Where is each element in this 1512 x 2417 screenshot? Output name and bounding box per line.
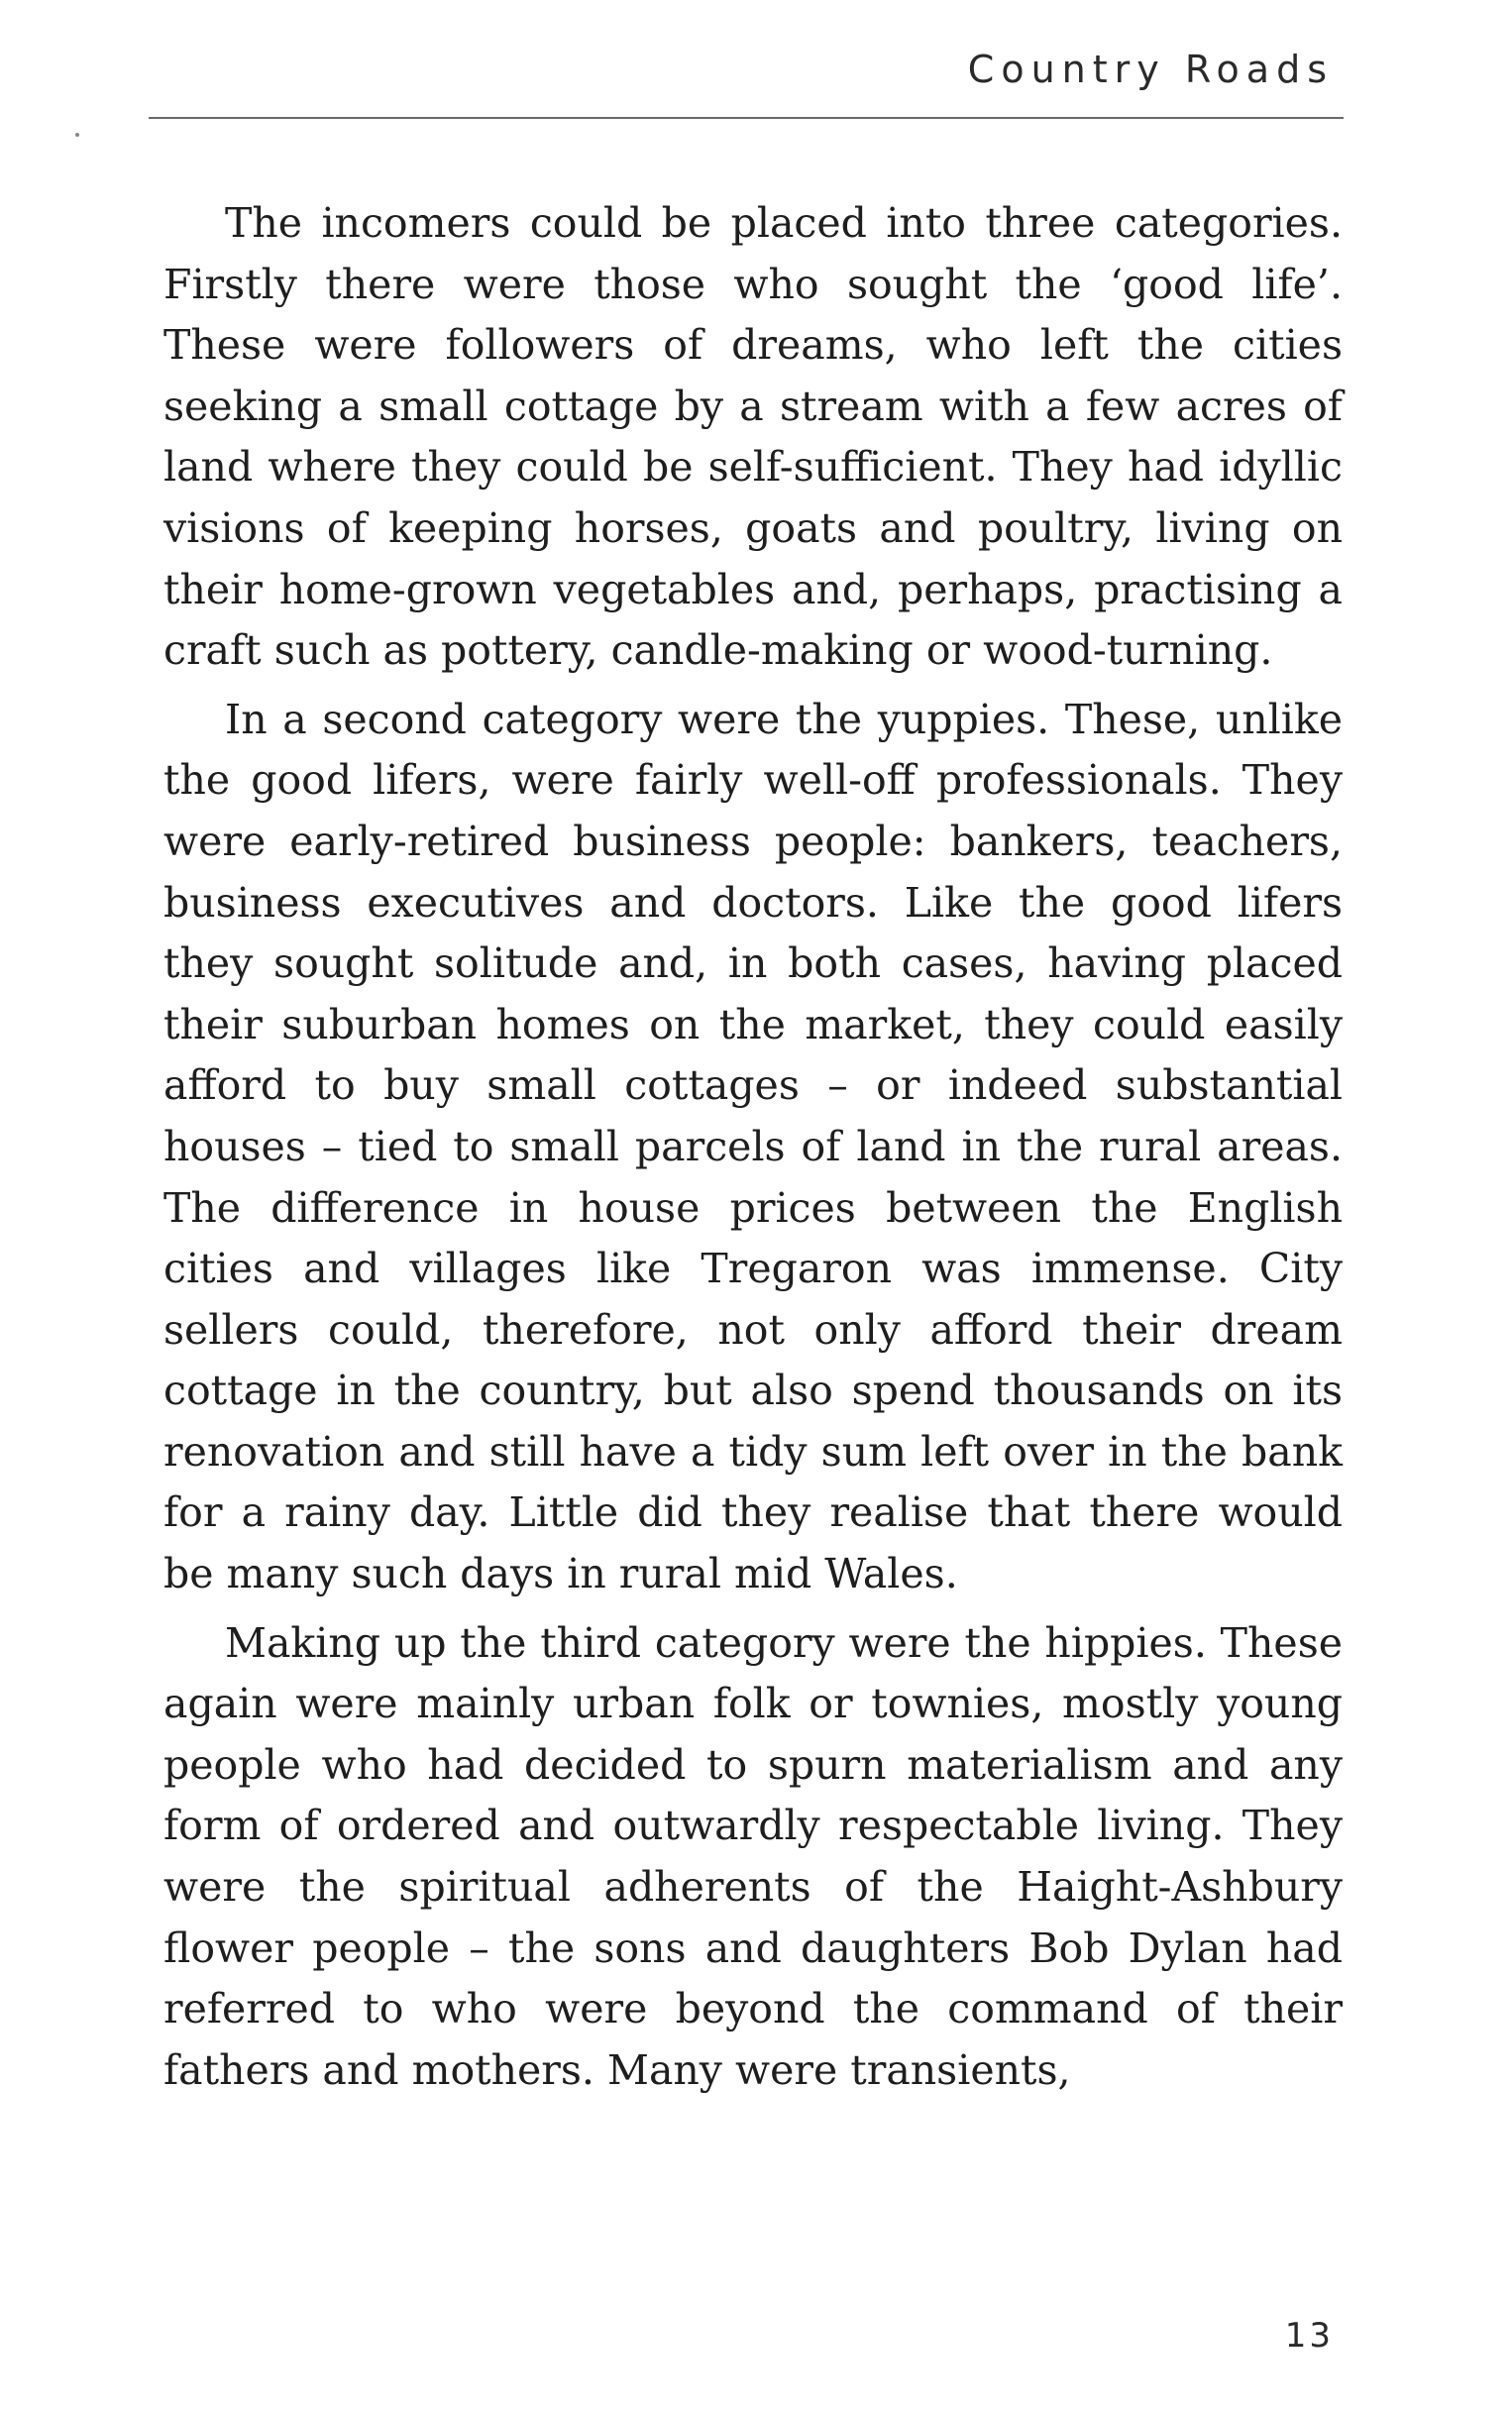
- header-rule: [149, 117, 1344, 119]
- paragraph-yuppies: In a second category were the yuppies. These, unlike the good lifers, were fairly well-off professionals. They were early-retired business people: bankers, teachers, business executives and doctors. Like the good lifers they sought solitude and, in both cases, having placed their suburban homes on the market, they could easily afford to buy small cottages – or indeed substantial houses – tied to small parcels of land in the rural areas. The difference in house prices between the English cities and villages like Tregaron was immense. City sellers could, therefore, not only afford their dream cottage in the country, but also spend thousands on its renovation and still have a tidy sum left over in the bank for a rainy day. Little did they realise that there would be many such days in rural mid Wales.: [163, 695, 1343, 1598]
- running-head-title: Country Roads: [967, 48, 1334, 91]
- paragraph-incomers: The incomers could be placed into three categories. Firstly there were those who sought the ‘good life’. These were followers of dreams, who left the cities seeking a small cottage by a stream with a few acres of land where they could be self-sufficient. They had idyllic visions of keeping horses, goats and poultry, living on their home-grown vegetables and, perhaps, practising a craft such as pottery, candle-making or wood-turning.: [163, 199, 1343, 675]
- scan-speck: [75, 133, 79, 137]
- body-text: [163, 193, 1343, 2101]
- page-number: 13: [1284, 2316, 1334, 2356]
- paragraph-hippies: Making up the third category were the hippies. These again were mainly urban folk or townies, mostly young people who had decided to spurn materialism and any form of ordered and outwardly respectable living. They were the spiritual adherents of the Haight-Ashbury flower people – the sons and daughters Bob Dylan had referred to who were beyond the command of their fathers and mothers. Many were transients,: [163, 1618, 1343, 2094]
